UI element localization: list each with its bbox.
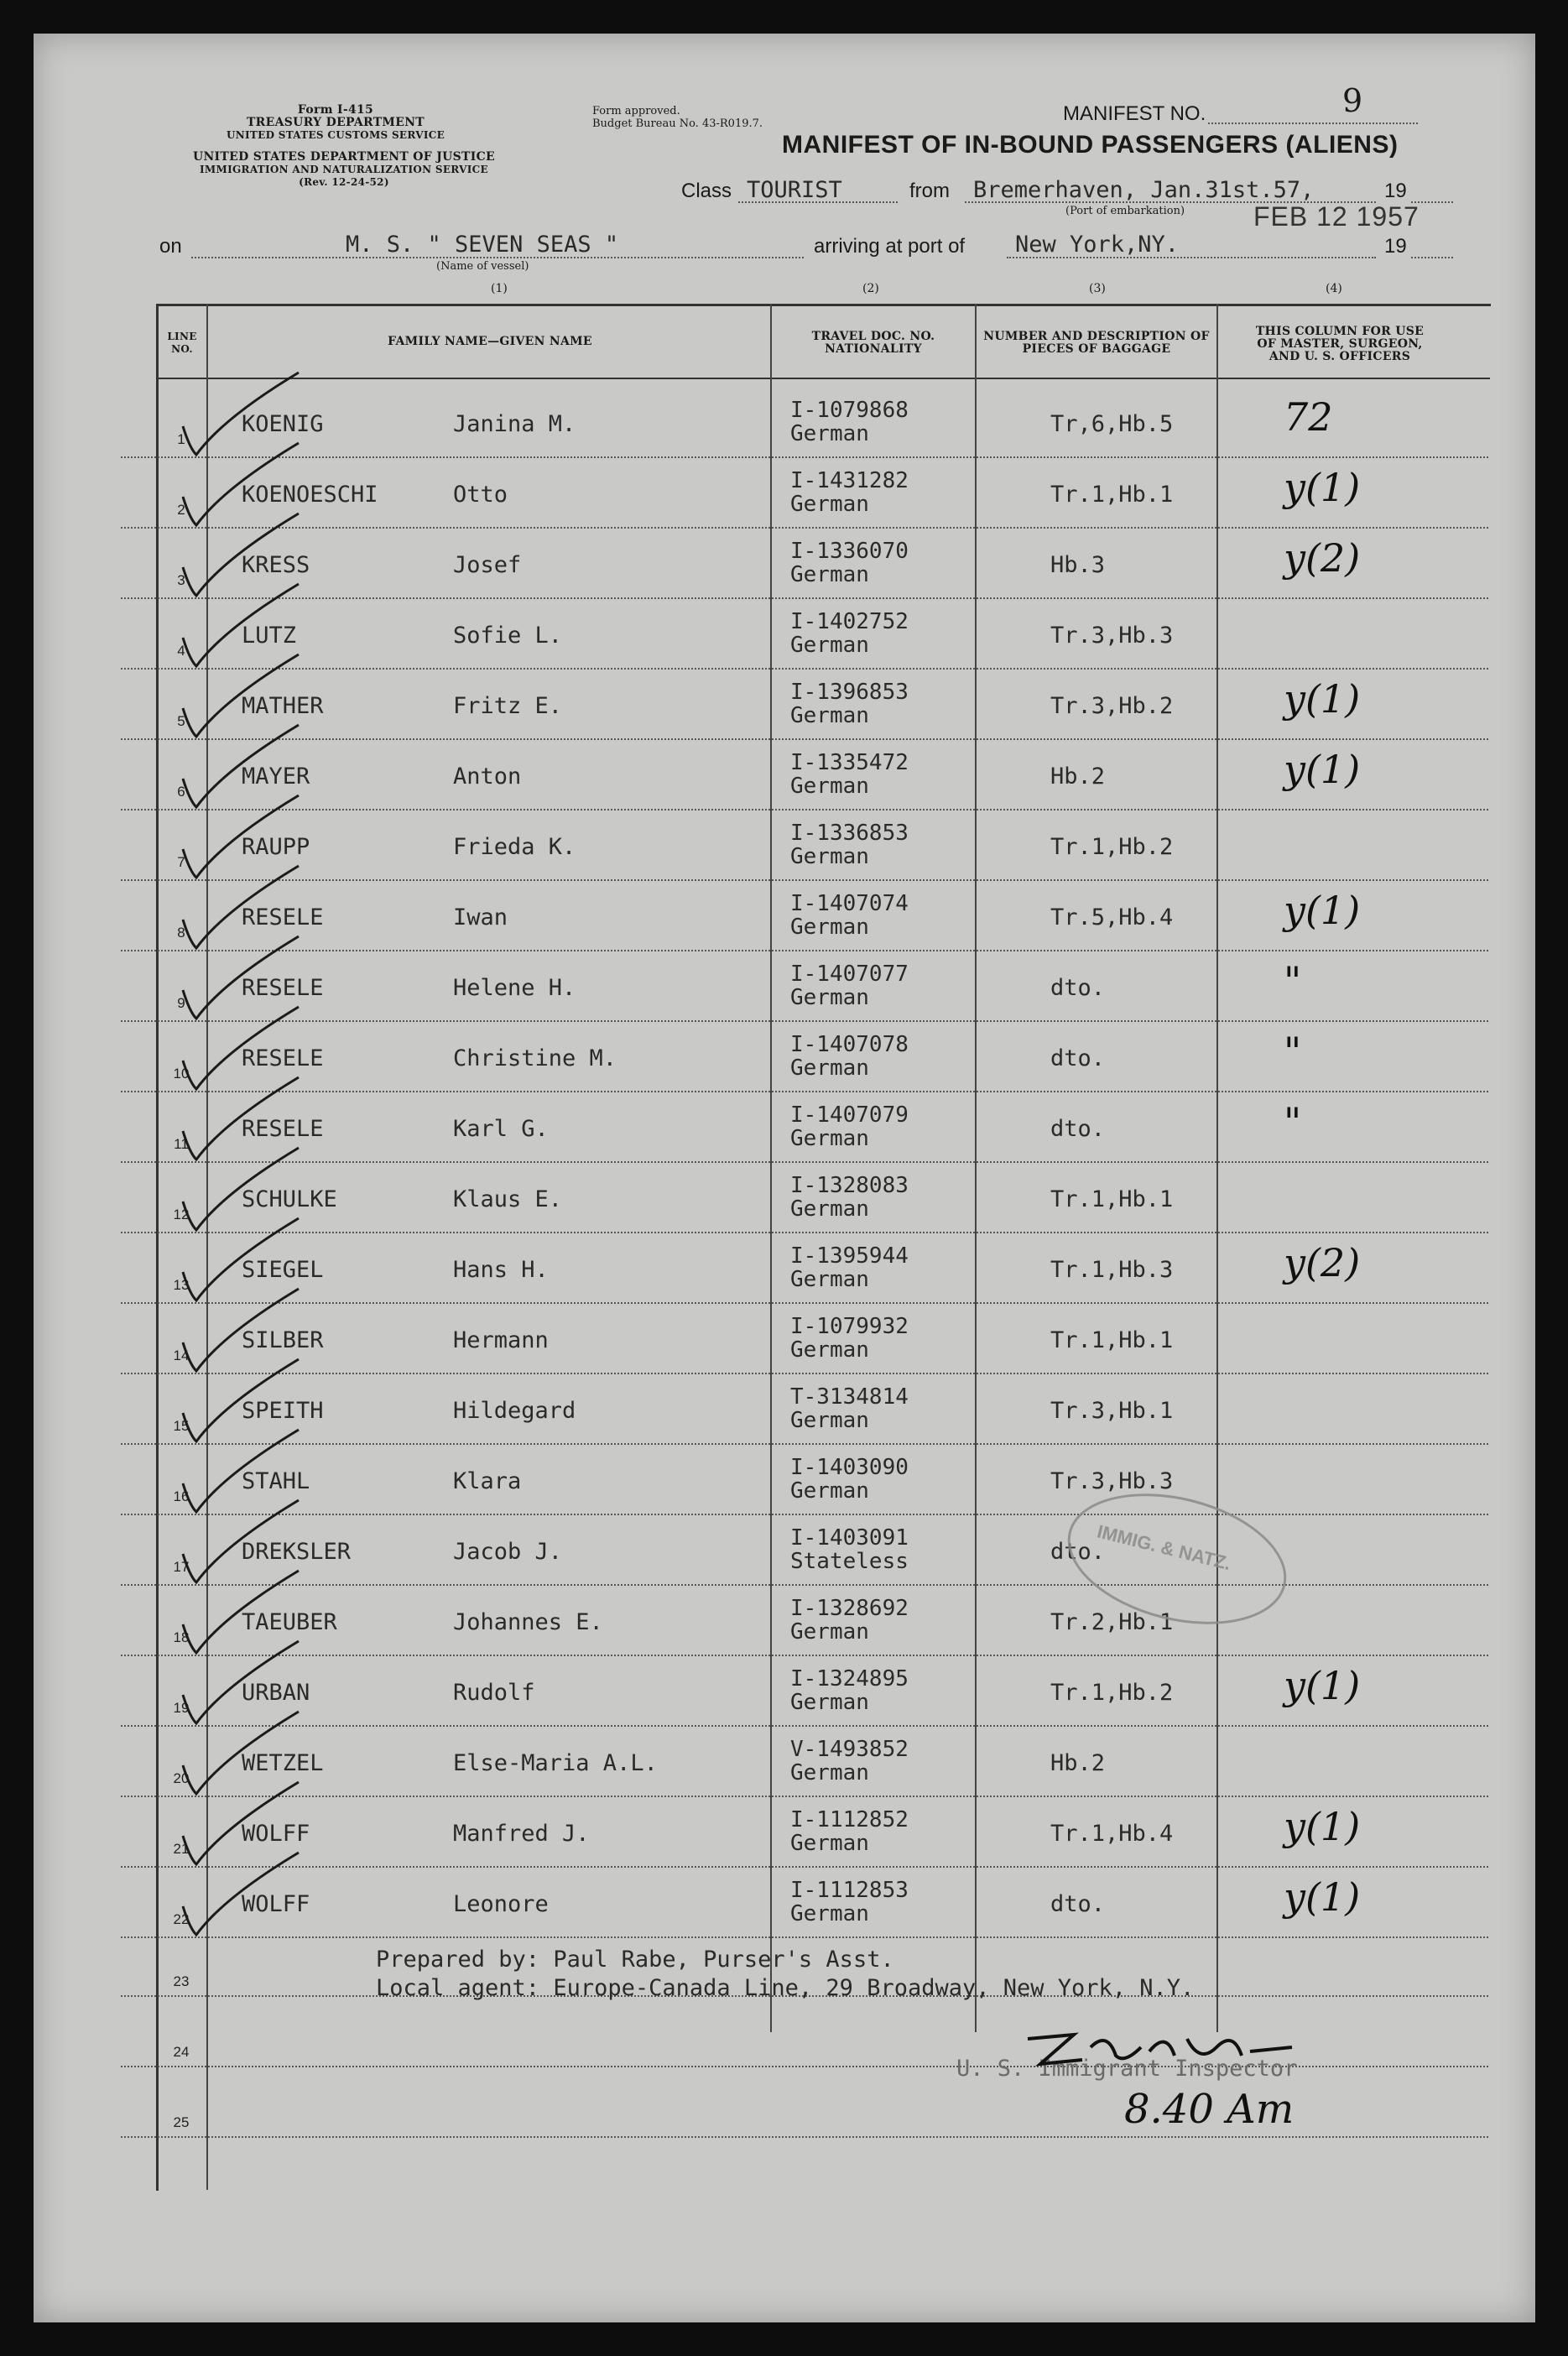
justice-dept: UNITED STATES DEPARTMENT OF JUSTICE (192, 150, 496, 164)
form-info (151, 104, 520, 142)
row-divider (121, 950, 1488, 951)
row-divider (121, 456, 1488, 458)
nationality: German (790, 1196, 869, 1222)
justice-info (151, 151, 537, 189)
line-number: 11 (174, 1136, 189, 1152)
time-note: 8.40 Am (1124, 2086, 1295, 2133)
baggage: Tr.1,Hb.1 (1050, 482, 1174, 508)
year-prefix: 19 (1384, 180, 1407, 202)
nationality: German (790, 1478, 869, 1504)
line-number: 12 (173, 1207, 190, 1222)
officer-note: " (1284, 1029, 1302, 1074)
line-number: 18 (173, 1629, 190, 1645)
baggage: Tr.3,Hb.2 (1050, 693, 1174, 719)
family-name: KOENIG (242, 411, 324, 437)
row-divider (121, 1302, 1488, 1304)
officer-note: y(1) (1284, 1874, 1361, 1920)
row-divider (121, 809, 1488, 811)
col-line-header: LINE NO. (167, 331, 197, 355)
family-name: DREKSLER (242, 1539, 352, 1565)
stamp-text: IMMIG. & NATZ. (1095, 1520, 1233, 1575)
family-name: LUTZ (242, 623, 297, 649)
nationality: German (790, 844, 869, 869)
year-prefix-2: 19 (1384, 235, 1407, 258)
nationality: German (790, 774, 869, 799)
approval-info (592, 105, 763, 130)
family-name: RESELE (242, 1116, 324, 1142)
officer-note: y(1) (1284, 747, 1361, 792)
ins-service: IMMIGRATION AND NATURALIZATION SERVICE (200, 164, 488, 175)
baggage: Tr.3,Hb.3 (1050, 623, 1174, 649)
given-name: Otto (453, 482, 508, 508)
line-number: 16 (173, 1488, 190, 1504)
family-name: TAEUBER (242, 1609, 337, 1635)
given-name: Iwan (453, 904, 508, 930)
given-name: Karl G. (453, 1116, 549, 1142)
nationality: German (790, 985, 869, 1010)
travel-doc-number: I-1395944 (790, 1243, 909, 1269)
given-name: Hermann (453, 1327, 549, 1353)
signature-scribble (1024, 2022, 1300, 2072)
nationality: German (790, 1337, 869, 1363)
nationality: German (790, 492, 869, 517)
travel-doc-number: I-1112853 (790, 1878, 909, 1903)
travel-doc-number: I-1407078 (790, 1032, 909, 1057)
col-num-2: (2) (862, 282, 879, 295)
nationality: Stateless (790, 1549, 909, 1574)
given-name: Klaus E. (453, 1186, 563, 1212)
col-doc-header: TRAVEL DOC. NO. NATIONALITY (811, 330, 935, 356)
row-divider (121, 1796, 1488, 1797)
nationality: German (790, 1056, 869, 1081)
local-agent: Local agent: Europe-Canada Line, 29 Broadway, New York, N.Y. (376, 1975, 1195, 2001)
nationality: German (790, 915, 869, 940)
date-stamp: FEB 12 1957 (1253, 201, 1420, 232)
row-divider (121, 1020, 1488, 1022)
family-name: WETZEL (242, 1750, 324, 1776)
travel-doc-number: I-1324895 (790, 1666, 909, 1691)
class-value: TOURIST (747, 177, 842, 203)
family-name: RESELE (242, 975, 324, 1001)
customs-service: UNITED STATES CUSTOMS SERVICE (226, 129, 445, 141)
baggage: dto. (1050, 1891, 1106, 1917)
line-number: 25 (173, 2114, 190, 2130)
baggage: dto. (1050, 1116, 1106, 1142)
baggage: Hb.3 (1050, 552, 1106, 578)
line-number: 2 (177, 502, 185, 518)
document-title: MANIFEST OF IN-BOUND PASSENGERS (ALIENS) (782, 131, 1399, 159)
line-number: 5 (177, 713, 185, 729)
row-divider (121, 879, 1488, 881)
line-number: 14 (173, 1347, 190, 1363)
family-name: SILBER (242, 1327, 324, 1353)
given-name: Sofie L. (453, 623, 563, 649)
baggage: Tr.1,Hb.1 (1050, 1327, 1174, 1353)
given-name: Manfred J. (453, 1821, 590, 1847)
officer-note: " (1284, 958, 1302, 1003)
given-name: Jacob J. (453, 1539, 563, 1565)
row-divider (121, 1443, 1488, 1445)
class-label: Class (681, 180, 732, 202)
row-divider (121, 668, 1488, 670)
line-number: 17 (173, 1559, 190, 1575)
given-name: Leonore (453, 1891, 549, 1917)
row-divider (121, 527, 1488, 529)
on-label: on (159, 235, 182, 258)
budget-bureau: Budget Bureau No. 43-R019.7. (592, 117, 763, 130)
row-divider (121, 1655, 1488, 1656)
given-name: Hildegard (453, 1398, 576, 1424)
col-num-4: (4) (1326, 282, 1342, 295)
travel-doc-number: I-1407077 (790, 962, 909, 987)
row-divider (121, 1936, 1488, 1938)
col-num-1: (1) (491, 282, 508, 295)
baggage: Tr.3,Hb.3 (1050, 1468, 1174, 1494)
treasury-dept: TREASURY DEPARTMENT (246, 116, 425, 129)
nationality: German (790, 1690, 869, 1715)
baggage: Tr.1,Hb.3 (1050, 1257, 1174, 1283)
manifest-label: MANIFEST NO. (1063, 102, 1206, 125)
family-name: KOENOESCHI (242, 482, 378, 508)
travel-doc-number: I-1396853 (790, 680, 909, 705)
line-number: 3 (177, 572, 185, 588)
line-number: 13 (173, 1277, 190, 1293)
given-name: Helene H. (453, 975, 576, 1001)
travel-doc-number: T-3134814 (790, 1384, 909, 1410)
embark-caption: (Port of embarkation) (1065, 205, 1185, 217)
baggage: Tr.3,Hb.1 (1050, 1398, 1174, 1424)
row-divider (121, 738, 1488, 740)
family-name: SCHULKE (242, 1186, 337, 1212)
nationality: German (790, 1901, 869, 1926)
travel-doc-number: I-1336070 (790, 539, 909, 564)
officer-note: y(1) (1284, 676, 1361, 722)
travel-doc-number: I-1431282 (790, 468, 909, 493)
given-name: Janina M. (453, 411, 576, 437)
officer-note: y(1) (1284, 1663, 1361, 1708)
col-num-3: (3) (1089, 282, 1106, 295)
row-divider (121, 1091, 1488, 1092)
travel-doc-number: I-1079932 (790, 1314, 909, 1339)
line-number: 8 (177, 925, 185, 941)
port-value: New York,NY. (1015, 232, 1180, 258)
row-divider (121, 597, 1488, 599)
manifest-number: 9 (1342, 82, 1363, 119)
nationality: German (790, 703, 869, 728)
baggage: Tr.1,Hb.2 (1050, 834, 1174, 860)
form-number: Form I-415 (297, 103, 374, 117)
col-divider-name (770, 304, 772, 2032)
family-name: SIEGEL (242, 1257, 324, 1283)
line-number: 19 (173, 1700, 190, 1716)
travel-doc-number: I-1403091 (790, 1525, 909, 1551)
vessel-caption: (Name of vessel) (436, 260, 529, 273)
given-name: Anton (453, 764, 522, 790)
nationality: German (790, 1619, 869, 1645)
line-number: 15 (173, 1418, 190, 1434)
header-rule (156, 378, 1490, 379)
travel-doc-number: V-1493852 (790, 1737, 909, 1762)
baggage: Tr.1,Hb.1 (1050, 1186, 1174, 1212)
given-name: Hans H. (453, 1257, 549, 1283)
row-divider (121, 2136, 1488, 2138)
line-number: 7 (177, 854, 185, 870)
from-value: Bremerhaven, Jan.31st.57, (973, 177, 1315, 203)
revision: (Rev. 12-24-52) (299, 176, 389, 188)
line-number: 24 (173, 2044, 190, 2060)
family-name: RESELE (242, 1045, 324, 1071)
given-name: Christine M. (453, 1045, 617, 1071)
line-number: 4 (177, 643, 185, 659)
given-name: Fritz E. (453, 693, 563, 719)
baggage: Hb.2 (1050, 764, 1106, 790)
family-name: RAUPP (242, 834, 310, 860)
given-name: Klara (453, 1468, 522, 1494)
nationality: German (790, 421, 869, 446)
inspector-label: U. S. Immigrant Inspector (956, 2056, 1298, 2082)
col-divider-doc (975, 304, 977, 2032)
travel-doc-number: I-1328083 (790, 1173, 909, 1198)
baggage: Hb.2 (1050, 1750, 1106, 1776)
travel-doc-number: I-1403090 (790, 1455, 909, 1480)
given-name: Josef (453, 552, 522, 578)
given-name: Else-Maria A.L. (453, 1750, 658, 1776)
inspector-signature (1024, 2022, 1300, 2082)
line-number: 22 (173, 1911, 190, 1927)
baggage: dto. (1050, 1045, 1106, 1071)
officer-note: y(1) (1284, 1804, 1361, 1849)
line-number: 6 (177, 784, 185, 800)
line-number: 20 (173, 1770, 190, 1786)
arriving-label: arriving at port of (814, 235, 966, 258)
family-name: SPEITH (242, 1398, 324, 1424)
given-name: Frieda K. (453, 834, 576, 860)
line-number: 10 (173, 1066, 190, 1082)
travel-doc-number: I-1407079 (790, 1102, 909, 1128)
travel-doc-number: I-1328692 (790, 1596, 909, 1621)
check-mark-icon (173, 1848, 307, 1940)
family-name: MAYER (242, 764, 310, 790)
vessel-value: M. S. " SEVEN SEAS " (346, 232, 619, 258)
nationality: German (790, 1831, 869, 1856)
family-name: STAHL (242, 1468, 310, 1494)
baggage: Tr,6,Hb.5 (1050, 411, 1174, 437)
col-officers-header: THIS COLUMN FOR USE OF MASTER, SURGEON, AND U. S. OFFICERS (1255, 325, 1425, 363)
nationality: German (790, 1126, 869, 1151)
baggage: dto. (1050, 1539, 1106, 1565)
officer-note: y(1) (1284, 888, 1361, 933)
given-name: Johannes E. (453, 1609, 603, 1635)
row-divider (121, 1514, 1488, 1515)
nationality: German (790, 633, 869, 658)
row-divider (121, 1232, 1488, 1233)
family-name: RESELE (242, 904, 324, 930)
col-name-header: FAMILY NAME—GIVEN NAME (388, 335, 592, 348)
line-number: 21 (173, 1841, 190, 1857)
officer-note: y(2) (1284, 535, 1361, 581)
travel-doc-number: I-1079868 (790, 398, 909, 423)
col-baggage-header: NUMBER AND DESCRIPTION OF PIECES OF BAGGAGE (983, 330, 1210, 356)
officer-note: " (1284, 1099, 1302, 1144)
travel-doc-number: I-1407074 (790, 891, 909, 916)
nationality: German (790, 1760, 869, 1785)
row-divider (121, 1161, 1488, 1163)
family-name: WOLFF (242, 1821, 310, 1847)
nationality: German (790, 1267, 869, 1292)
row-divider (121, 1866, 1488, 1868)
nationality: German (790, 1408, 869, 1433)
baggage: Tr.1,Hb.4 (1050, 1821, 1174, 1847)
line-number: 9 (177, 995, 185, 1011)
baggage: Tr.5,Hb.4 (1050, 904, 1174, 930)
year-line-2 (1411, 257, 1453, 258)
family-name: URBAN (242, 1680, 310, 1706)
officer-note: 72 (1284, 394, 1333, 440)
baggage: Tr.2,Hb.1 (1050, 1609, 1174, 1635)
line-number: 23 (173, 1973, 190, 1989)
given-name: Rudolf (453, 1680, 535, 1706)
form-approved: Form approved. (592, 105, 680, 117)
row-divider (121, 1725, 1488, 1727)
nationality: German (790, 562, 869, 587)
baggage: dto. (1050, 975, 1106, 1001)
officer-note: y(1) (1284, 465, 1361, 510)
family-name: KRESS (242, 552, 310, 578)
manifest-no-line (1208, 122, 1418, 124)
travel-doc-number: I-1335472 (790, 750, 909, 775)
from-label: from (909, 180, 950, 202)
officer-note: y(2) (1284, 1240, 1361, 1285)
row-divider (121, 1373, 1488, 1374)
baggage: Tr.1,Hb.2 (1050, 1680, 1174, 1706)
family-name: MATHER (242, 693, 324, 719)
travel-doc-number: I-1336853 (790, 821, 909, 846)
travel-doc-number: I-1112852 (790, 1807, 909, 1832)
family-name: WOLFF (242, 1891, 310, 1917)
line-number: 1 (177, 431, 185, 447)
prepared-by: Prepared by: Paul Rabe, Purser's Asst. (376, 1947, 894, 1973)
col-divider-baggage (1216, 304, 1218, 2032)
travel-doc-number: I-1402752 (790, 609, 909, 634)
